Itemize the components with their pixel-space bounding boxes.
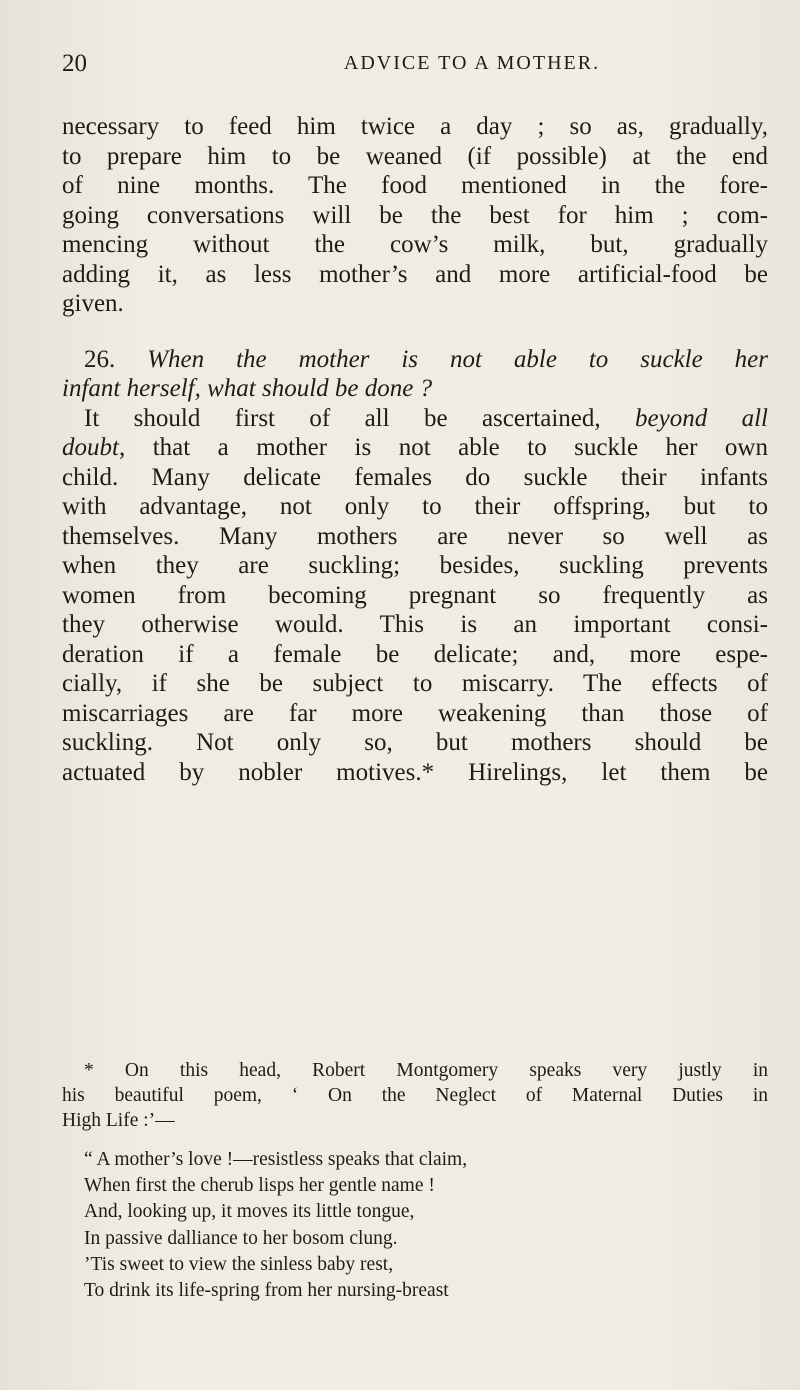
- question-text: When the mother is not able to suckle her: [147, 345, 768, 373]
- paragraph-line: given.: [62, 290, 124, 317]
- paragraph-line: necessary to feed him twice a day ; so as, gradually,: [62, 113, 768, 140]
- poem-line: To drink its life-spring from her nursing-breast: [84, 1279, 449, 1301]
- paragraph-line: mencing without the cow’s milk, but, gradually: [62, 231, 768, 258]
- answer-line: [62, 433, 768, 463]
- footnote-line: High Life :’—: [62, 1110, 175, 1131]
- poem-line: ’Tis sweet to view the sinless baby rest,: [84, 1253, 394, 1275]
- answer-emphasis: doubt: [62, 434, 119, 461]
- answer-line: suckling. Not only so, but mothers should be: [62, 729, 768, 756]
- running-head: [62, 50, 760, 80]
- poem-line: When first the cherub lisps her gentle name !: [84, 1175, 435, 1197]
- answer-text: , that a mother is not able to suckle her own: [118, 434, 768, 461]
- answer-text: It should first of all be ascertained,: [84, 404, 636, 432]
- footnote-line: * On this head, Robert Montgomery speaks very justly in: [84, 1060, 768, 1081]
- answer-line: women from becoming pregnant so frequently as: [62, 581, 768, 609]
- page-number: 20: [62, 50, 87, 77]
- answer-line: with advantage, not only to their offspring, but to: [62, 493, 768, 520]
- poem-line: “ A mother’s love !—resistless speaks that claim,: [84, 1149, 468, 1170]
- answer-line: deration if a female be delicate; and, more espe-: [62, 640, 768, 668]
- running-title: ADVICE TO A MOTHER.: [343, 52, 601, 74]
- poem-line: In passive dalliance to her bosom clung.: [84, 1227, 398, 1249]
- answer-emphasis: beyond all: [635, 404, 768, 432]
- answer-line: cially, if she be subject to miscarry. The effects of: [62, 670, 768, 697]
- main-text: [62, 112, 768, 787]
- answer-line: actuated by nobler motives.* Hirelings, let them be: [62, 758, 768, 786]
- footnote-poem: [84, 1147, 467, 1304]
- answer-line: [62, 404, 768, 434]
- paragraph-line: to prepare him to be weaned (if possible) at the end: [62, 142, 768, 170]
- answer-line: miscarriages are far more weakening than those of: [62, 699, 768, 727]
- answer-line: child. Many delicate females do suckle their infants: [62, 463, 768, 491]
- question-heading: [62, 345, 768, 375]
- footnote-line: his beautiful poem, ‘ On the Neglect of Maternal Duties in: [62, 1085, 768, 1106]
- paragraph-line: of nine months. The food mentioned in the fore-: [62, 172, 768, 199]
- poem-line: And, looking up, it moves its little tongue,: [84, 1201, 415, 1223]
- answer-line: themselves. Many mothers are never so well as: [62, 522, 768, 550]
- answer-line: when they are suckling; besides, suckling prevents: [62, 552, 768, 579]
- paragraph-line: adding it, as less mother’s and more artificial-food be: [62, 260, 768, 288]
- footnote: [62, 1058, 768, 1133]
- answer-line: they otherwise would. This is an important consi-: [62, 611, 768, 638]
- question-heading-continued: infant herself, what should be done ?: [62, 375, 433, 402]
- paragraph-line: going conversations will be the best for him ; com-: [62, 201, 768, 229]
- question-number: 26.: [84, 345, 116, 373]
